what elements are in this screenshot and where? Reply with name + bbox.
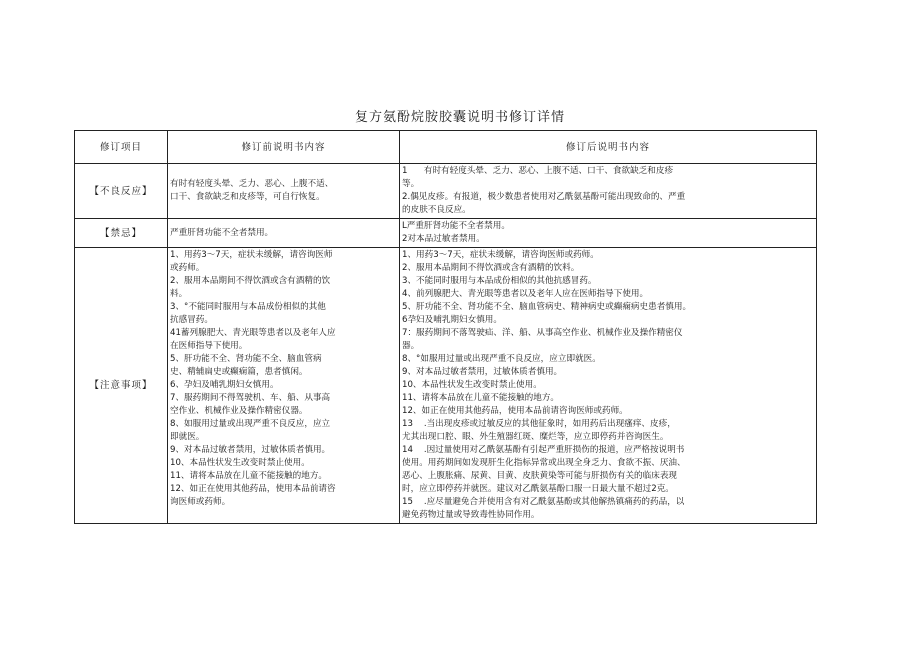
after-line: 4、前列腺肥大、青光眼等患者以及老年人应在医师指导下使用。 (402, 289, 649, 299)
before-line: 口干、食欲缺乏和皮疹等，可自行恢复。 (170, 192, 325, 202)
before-line: 即就医。 (170, 432, 205, 442)
after-line: 2、服用本品期间不得饮酒或含有酒精的饮料。 (402, 263, 580, 273)
after-line: 14 .因过量使用对乙酰氨基酚有引起严重肝损伤的报道，应严格按说明书 (402, 445, 685, 455)
after-content (400, 219, 817, 248)
row-label: 【不良反应】 (75, 164, 168, 219)
before-line: 1、用药3～7天，症状未缓解，请咨询医师 (170, 250, 333, 260)
after-line: 7：服药期间不落驾驶疝、洋、船、从事高空作业、机械作业及操作精密仪 (402, 328, 683, 338)
before-line: 史、精辅扁史或癫痫篇，患者慎闲。 (170, 367, 308, 377)
before-line: 3、°不能同时服用与本品成份相似的其他 (170, 302, 326, 312)
before-line: 11、请将本品放在儿童不能接触的地方。 (170, 471, 328, 481)
after-line: 1 有时有轻度头晕、乏力、恶心、上腹不适、口干、食欲缺乏和皮疹 (402, 166, 674, 176)
before-line: 41蓄列腺肥大、青光眼等患者以及老年人应 (170, 328, 336, 338)
after-line: 等。 (402, 179, 420, 189)
row-label: 【注意事项】 (75, 248, 168, 524)
before-line: 5、肝功能不全、肾功能不全、脑血管病 (170, 354, 322, 364)
before-line: 10、本品性状发生改变时禁止使用。 (170, 458, 310, 468)
before-content (168, 164, 400, 219)
after-line: 9、对本品过敏者禁用，过敏体质者慎用。 (402, 367, 563, 377)
before-line: 在医师指导下使用。 (170, 341, 248, 351)
after-line: 5、肝功能不全、肾功能不全、脑血管病史、精神病史或癫痫病史患者慎用。 (402, 302, 692, 312)
after-line: 使用。用药期间如发现肝生化指标异常或出现全身乏力、食欲不振、厌油、 (402, 458, 686, 468)
before-line: 空作业、机械作业及操作精密仪器。 (170, 406, 308, 416)
table-row-precautions (75, 248, 817, 524)
document-title: 复方氨酚烷胺胶囊说明书修订详情 (354, 110, 565, 125)
after-line: 尤其出现口腔、眼、外生殖器红斑、糜烂等，应立即停药并咨询医生。 (402, 432, 669, 442)
header-before: 修订前说明书内容 (168, 131, 400, 164)
revision-table (74, 130, 817, 524)
after-line: 6孕妇及哺乳期妇女慎用。 (402, 315, 502, 325)
after-line: 13 .当出现皮疹或过敏反应的其他征象时，如用药后出现瘙痒、皮疹， (402, 419, 676, 429)
row-label: 【禁忌】 (75, 219, 168, 248)
before-line: 9、对本品过敏者禁用，过敏体质者慎用。 (170, 445, 331, 455)
after-line: 15 .应尽量避免合并使用含有对乙酰氨基酚或其他解热镇痛药的药品，以 (402, 497, 685, 507)
after-line: 时，应立即停药并就医。建议对乙酰氨基酚口服一日最大量不超过2克。 (402, 484, 674, 494)
before-content (168, 219, 400, 248)
before-line: 抗感冒药。 (170, 315, 213, 325)
after-line: 11、请将本品放在儿童不能接触的地方。 (402, 393, 560, 403)
after-line: L严重肝肾功能不全者禁用。 (402, 221, 510, 231)
before-line: 询医师或药师。 (170, 497, 231, 507)
header-item: 修订项目 (75, 131, 168, 164)
before-line: 12、如正在使用其他药品，使用本品前请咨 (170, 484, 336, 494)
after-line: 器。 (402, 341, 420, 351)
table-row-contraindications (75, 219, 817, 248)
table-header-row (75, 131, 817, 164)
after-content (400, 164, 817, 219)
after-line: 3、不能同时服用与本品成份相似的其他抗感冒药。 (402, 276, 597, 286)
table-row-adverse-reactions (75, 164, 817, 219)
before-line: 有时有轻度头晕、乏力、恶心、上腹不适、 (170, 179, 334, 189)
after-line: 恶心、上腹胀痛、尿黄、目黄、皮肤黄染等可能与肝损伤有关的临床表现 (402, 471, 678, 481)
after-line: 1、用药3～7天，症状未缓解，请咨询医师或药师。 (402, 250, 599, 260)
before-line: 8、如服用过量或出现严重不良反应，应立 (170, 419, 331, 429)
after-line: 2对本品过敏者禁用。 (402, 234, 485, 244)
after-content (400, 248, 817, 524)
header-after: 修订后说明书内容 (400, 131, 817, 164)
after-line: 12、如正在使用其他药品，使用本品前请咨询医师或药师。 (402, 406, 628, 416)
after-line: 8、°如服用过量或出现严重不良反应，应立即就医。 (402, 354, 601, 364)
after-line: 避免药物过量或导致毒性协同作用。 (402, 510, 540, 520)
before-line: 6、孕妇及哺乳期妇女慎用。 (170, 380, 279, 390)
before-line: 7、服药期间不得驾驶机、车、船、从事高 (170, 393, 331, 403)
before-content (168, 248, 400, 524)
before-line: 严重肝肾功能不全者禁用。 (170, 227, 274, 238)
after-line: 2.偶见皮疹。有报道，极少数患者使用对乙酰氨基酚可能出现致命的、严重 (402, 192, 686, 202)
before-line: 2、服用本品期间不得饮酒或含有酒精的饮 (170, 276, 331, 286)
after-line: 10、本品性状发生改变时禁止使用。 (402, 380, 542, 390)
before-line: 料。 (170, 289, 188, 299)
after-line: 的皮肤不良反应。 (402, 205, 471, 215)
before-line: 或药师。 (170, 263, 205, 273)
